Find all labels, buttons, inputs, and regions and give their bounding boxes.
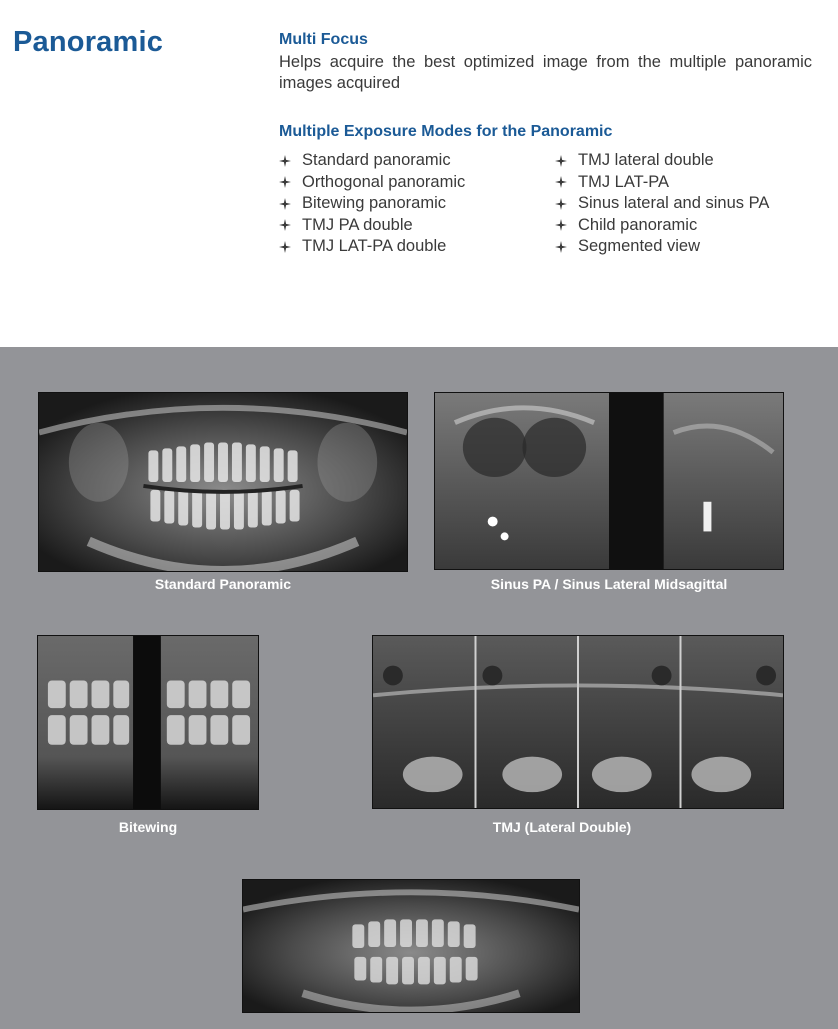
four-point-star-icon [279,198,291,210]
mode-label: Bitewing panoramic [302,194,446,213]
four-point-star-icon [555,241,567,253]
sinus-caption: Sinus PA / Sinus Lateral Midsagittal [490,576,728,592]
list-item [279,172,465,194]
mode-label: Segmented view [578,237,700,256]
mode-label: TMJ PA double [302,215,413,234]
four-point-star-icon [279,155,291,167]
list-item [555,236,769,258]
four-point-star-icon [555,155,567,167]
exposure-modes-list-left [279,150,465,258]
mode-label: TMJ LAT-PA double [302,237,447,256]
list-item [279,150,465,172]
list-item [279,193,465,215]
bitewing-xray-image [37,635,259,810]
exposure-modes-heading: Multiple Exposure Modes for the Panoramic [279,123,613,140]
mode-label: Standard panoramic [302,151,451,170]
tmj-lateral-double-xray-image [372,635,784,809]
child-panoramic-xray-image [242,879,580,1013]
four-point-star-icon [279,176,291,188]
page-title: Panoramic [13,26,164,58]
multi-focus-heading: Multi Focus [279,31,368,48]
standard-panoramic-caption: Standard Panoramic [154,576,292,592]
standard-panoramic-xray-image [38,392,408,572]
list-item [555,193,769,215]
mode-label: TMJ lateral double [578,151,714,170]
xray-gallery [0,347,838,1029]
list-item [555,172,769,194]
mode-label: Child panoramic [578,215,698,234]
mode-label: Orthogonal panoramic [302,172,466,191]
four-point-star-icon [279,219,291,231]
four-point-star-icon [555,198,567,210]
bitewing-caption: Bitewing [118,819,178,835]
tmj-caption: TMJ (Lateral Double) [492,819,632,835]
mode-label: TMJ LAT-PA [578,172,670,191]
four-point-star-icon [279,241,291,253]
mode-label: Sinus lateral and sinus PA [578,194,770,213]
multi-focus-description: Helps acquire the best optimized image from the multiple panoramic images acquired [279,53,812,92]
list-item [555,150,769,172]
exposure-modes-list-right [555,150,769,258]
sinus-pa-lateral-xray-image [434,392,784,570]
four-point-star-icon [555,219,567,231]
four-point-star-icon [555,176,567,188]
list-item [555,215,769,237]
list-item [279,236,465,258]
list-item [279,215,465,237]
header-section [0,0,838,347]
